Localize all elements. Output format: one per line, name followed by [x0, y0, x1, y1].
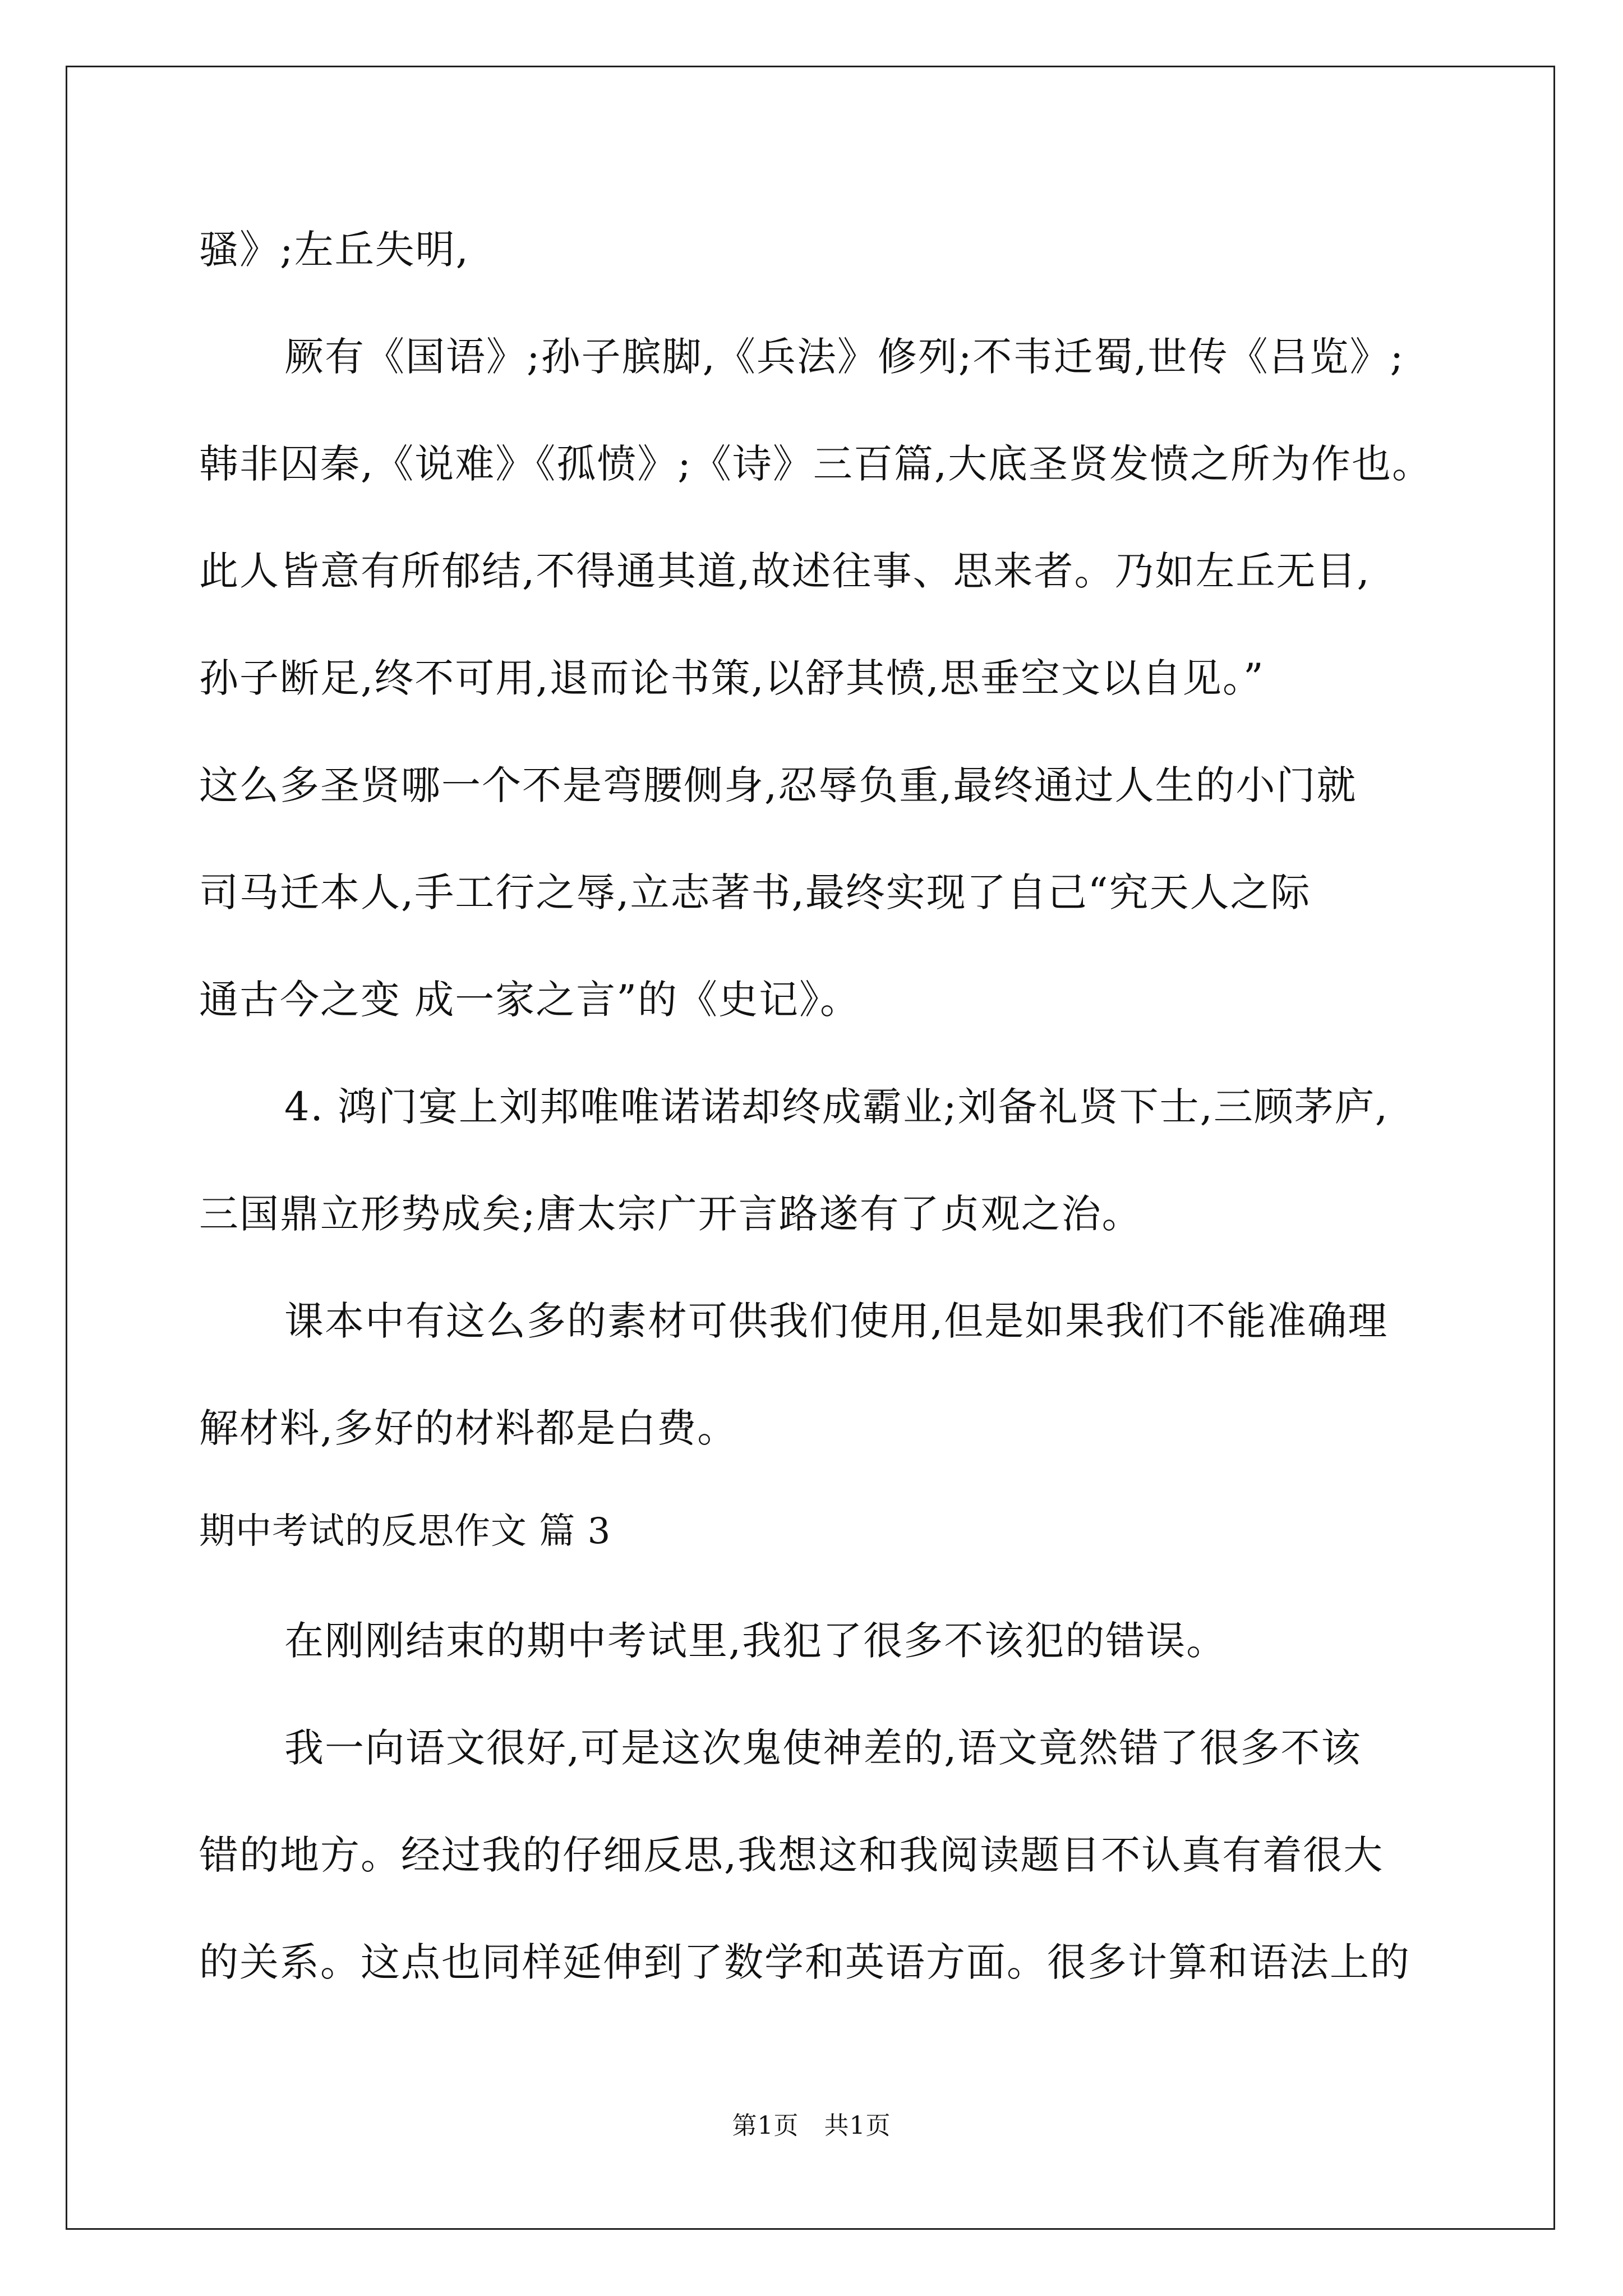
- text-line-11: 课本中有这么多的素材可供我们使用,但是如果我们不能准确理: [284, 1298, 1389, 1344]
- text-line-3: 韩非囚秦,《说难》《孤愤》;《诗》三百篇,大底圣贤发愤之所为作也。: [199, 441, 1433, 487]
- text-line-1: 骚》;左丘失明,: [199, 227, 469, 273]
- text-line-12: 解材料,多好的材料都是白费。: [199, 1405, 738, 1451]
- page-footer: 第1页 共1页: [732, 2111, 891, 2140]
- text-line-6: 这么多圣贤哪一个不是弯腰侧身,忍辱负重,最终通过人生的小门就: [199, 762, 1357, 808]
- text-line-9: 4. 鸿门宴上刘邦唯唯诺诺却终成霸业;刘备礼贤下士,三顾茅庐,: [284, 1084, 1389, 1130]
- text-line-8: 通古今之变 成一家之言”的《史记》。: [199, 977, 861, 1023]
- page-border: [66, 66, 1555, 2230]
- text-line-16: 的关系。这点也同样延伸到了数学和英语方面。很多计算和语法上的: [199, 1939, 1410, 1985]
- text-line-2: 厥有《国语》;孙子膑脚,《兵法》修列;不韦迁蜀,世传《吕览》;: [284, 334, 1405, 380]
- text-line-14: 我一向语文很好,可是这次鬼使神差的,语文竟然错了很多不该: [284, 1725, 1362, 1771]
- text-line-10: 三国鼎立形势成矣;唐太宗广开言路遂有了贞观之治。: [199, 1191, 1142, 1237]
- text-line-13: 在刚刚结束的期中考试里,我犯了很多不该犯的错误。: [284, 1618, 1227, 1664]
- text-line-4: 此人皆意有所郁结,不得通其道,故述往事、思来者。乃如左丘无目,: [199, 548, 1371, 594]
- text-line-15: 错的地方。经过我的仔细反思,我想这和我阅读题目不认真有着很大: [199, 1832, 1384, 1878]
- text-line-5: 孙子断足,终不可用,退而论书策,以舒其愤,思垂空文以自见。”: [199, 655, 1265, 701]
- section-heading: 期中考试的反思作文 篇 3: [199, 1511, 611, 1552]
- text-line-7: 司马迁本人,手工行之辱,立志著书,最终实现了自己“究天人之际: [199, 869, 1311, 915]
